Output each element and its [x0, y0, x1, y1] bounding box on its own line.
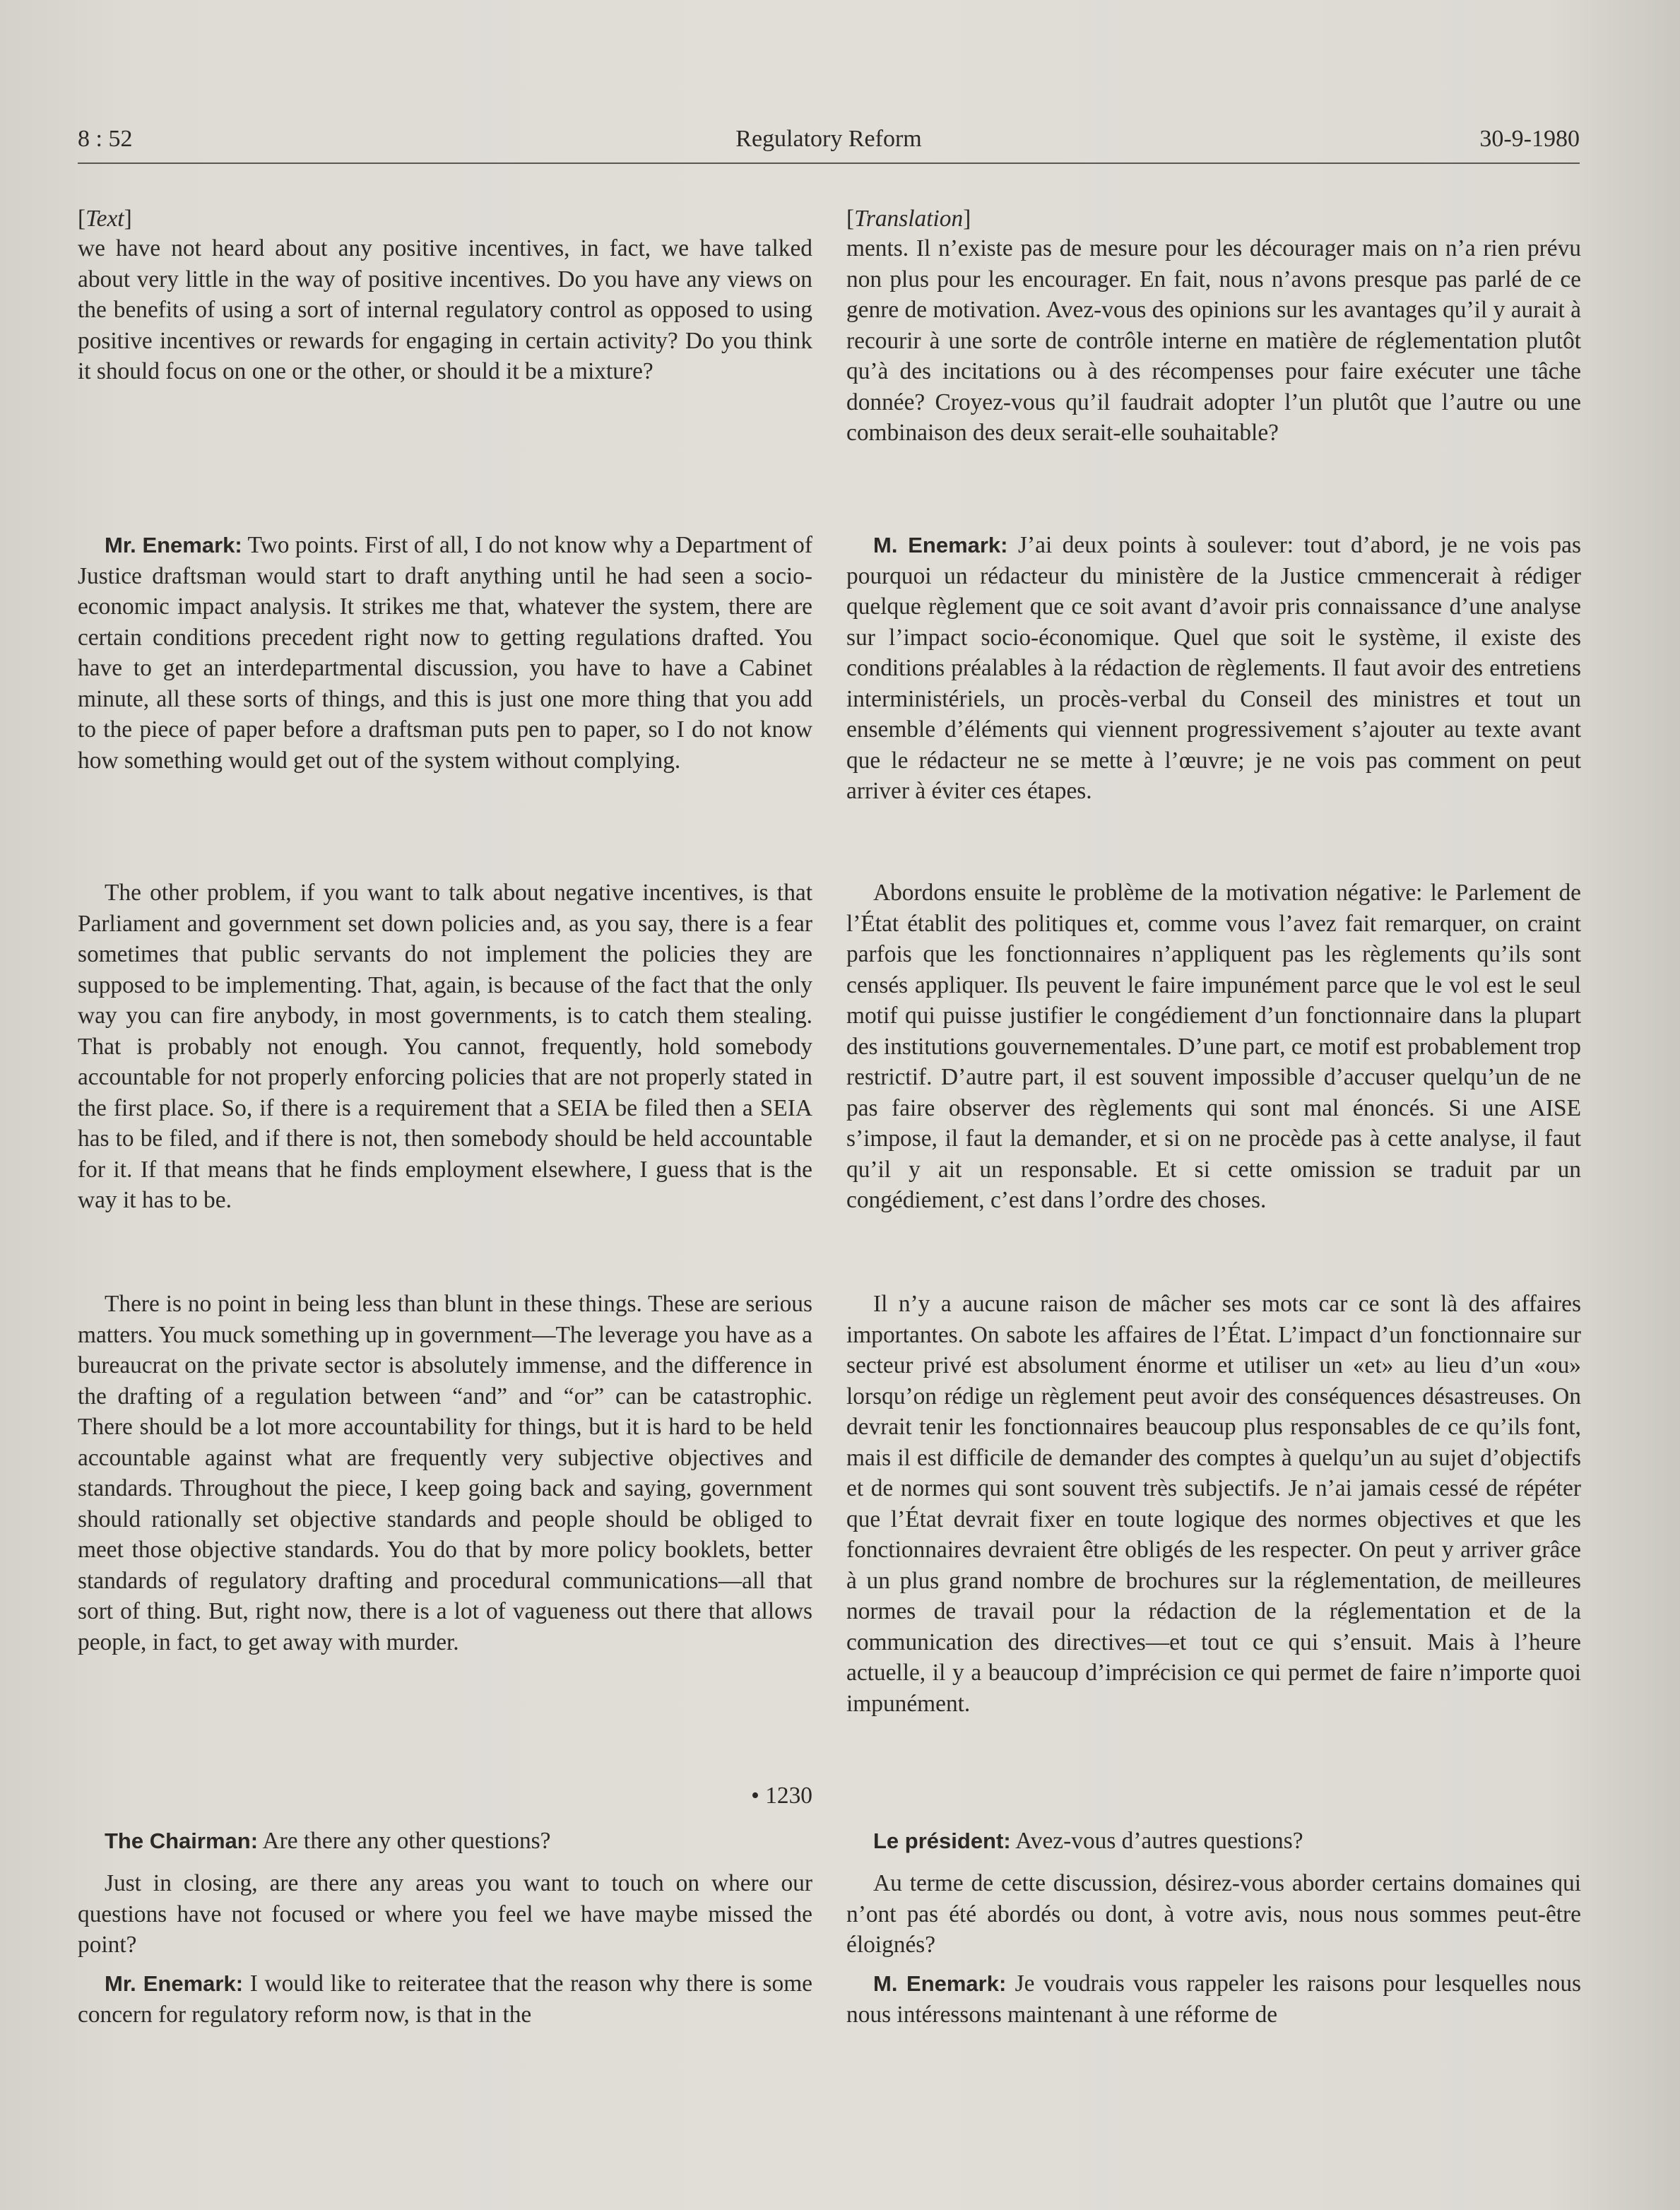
speaker-name: Mr. Enemark: — [105, 533, 242, 557]
speaker-name: Mr. Enemark: — [105, 1971, 244, 1996]
speaker-name: The Chairman: — [105, 1828, 259, 1853]
time-marker: • 1230 — [751, 1783, 812, 1809]
paragraph — [78, 530, 812, 776]
paragraph: Au terme de cette discussion, désirez-vous aborder certains domaines qui n’ont pas été abordés ou dont, à votre avis, nous nous sommes peut-être éloignés? — [846, 1870, 1581, 1958]
column-label-translation-value: Translation — [854, 206, 964, 232]
speech-text: I would like to reiteratee that the reason why there is some concern for regulatory reform now, is that in the — [78, 1970, 812, 2028]
paragraph — [846, 1968, 1581, 2030]
paragraph — [78, 1968, 812, 2030]
column-label-translation: [Translation] — [846, 206, 971, 232]
document-date: 30-9-1980 — [1479, 126, 1580, 152]
page-number: 8 : 52 — [78, 126, 133, 152]
english-column — [78, 203, 812, 2028]
speech-text: Je voudrais vous rappeler les raisons pour lesquelles nous nous intéressons maintenant à une réforme de — [846, 1970, 1582, 2028]
speech-text: Avez-vous d’autres questions? — [1010, 1828, 1303, 1854]
paragraph — [78, 1826, 812, 1857]
speech-text: Two points. First of all, I do not know why a Department of Justice draftsman would start to draft anything until he had seen a socio-economic impact analysis. It strikes me that, whatever the system, there are certain conditions precedent right now to getting regulations drafted. You have to get an interdepartmental discussion, you have to have a Cabinet minute, all these sorts of things, and this is just one more thing that you add to the piece of paper before a draftsman puts pen to paper, so I do not know how something would get out of the system without complying. — [78, 532, 812, 774]
page-header — [78, 126, 1580, 164]
paragraph: we have not heard about any positive incentives, in fact, we have talked about very little in the way of positive incentives. Do you have any views on the benefits of using a sort of internal regulatory control as opposed to using positive incentives or rewards for engaging in certain activity? Do you think it should focus on one or the other, or should it be a mixture? — [78, 235, 812, 384]
paragraph: Il n’y a aucune raison de mâcher ses mots car ce sont là des affaires importantes. On sabote les affaires de l’État. L’impact d’un fonctionnaire sur secteur privé est absolument énorme et utiliser un «et» au lieu d’un «ou» lorsqu’on rédige un règlement peut avoir des conséquences désastreuses. On devrait tenir les fonctionnaires beaucoup plus responsables de ce qu’ils font, mais il est difficile de demander des comptes à quelqu’un au sujet d’objectifs et de normes qui sont souvent très subjectifs. Je n’ai jamais cessé de répéter que l’État devrait fixer en toute logique des normes objectives et que les fonctionnaires devraient être obligés de les respecter. On peut y arriver grâce à un plus grand nombre de brochures sur la réglementation, de meilleures normes de travail pour la rédaction de la réglementation et de la communication des directives—et tout ce qui s’ensuit. Mais à l’heure actuelle, il y a beaucoup d’imprécision ce qui permet de faire n’importe quoi impunément. — [846, 1291, 1581, 1717]
paragraph: Just in closing, are there any areas you want to touch on where our questions have not focused or where you feel we have maybe missed the point? — [78, 1870, 812, 1958]
document-title: Regulatory Reform — [735, 126, 922, 152]
paragraph — [846, 530, 1581, 807]
paragraph: The other problem, if you want to talk about negative incentives, is that Parliament and government set down policies and, as you say, there is a fear sometimes that public servants do not implement the policies they are supposed to be implementing. That, again, is because of the fact that the only way you can fire anybody, in most governments, is to catch them stealing. That is probably not enough. You cannot, frequently, hold somebody accountable for not properly enforcing policies that are not properly stated in the first place. So, if there is a requirement that a SEIA be filed then a SEIA has to be filed, and if there is not, then somebody should be held accountable for it. If that means that he finds employment elsewhere, I guess that is the way it has to be. — [78, 880, 812, 1213]
paragraph — [846, 1826, 1581, 1857]
speaker-name: Le président: — [873, 1828, 1011, 1853]
speech-text: Are there any other questions? — [258, 1828, 551, 1854]
column-label-text-value: Text — [85, 206, 124, 232]
speaker-name: M. Enemark: — [873, 533, 1008, 557]
speaker-name: M. Enemark: — [873, 1971, 1007, 1996]
column-label-text: [Text] — [78, 206, 132, 232]
paragraph: ments. Il n’existe pas de mesure pour les décourager mais on n’a rien prévu non plus pour les encourager. En fait, nous n’avons presque pas parlé de ce genre de motivation. Avez-vous des opinions sur les avantages qu’il y aurait à recourir à une sorte de contrôle interne en matière de réglementation plutôt qu’à des incitations ou à des récompenses pour faire exécuter une tâche donnée? Croyez-vous qu’il faudrait adopter l’un plutôt que l’autre ou une combinaison des deux serait-elle souhaitable? — [846, 235, 1581, 446]
french-column — [846, 203, 1582, 2028]
speech-text: J’ai deux points à soulever: tout d’abord, je ne vois pas pourquoi un rédacteur du ministère de la Justice cmmencerait à rédiger quelque règlement que ce soit avant d’avoir pris connaissance d’une analyse sur l’impact socio-économique. Quel que soit le système, il existe des conditions préalables à la rédaction de règlements. Il faut avoir des entretiens interministériels, un procès-verbal du Conseil des ministres et tout un ensemble d’éléments qui viennent progressivement s’ajouter au texte avant que le rédacteur ne se mette à l’œuvre; je ne vois pas comment on peut arriver à éviter ces étapes. — [846, 532, 1581, 804]
paragraph: There is no point in being less than blunt in these things. These are serious matters. You muck something up in government—The leverage you have as a bureaucrat on the private sector is absolutely immense, and the difference in the drafting of a regulation between “and” and “or” can be catastrophic. There should be a lot more accountability for things, but it is hard to be held accountable against what are frequently very subjective objectives and standards. Throughout the piece, I keep going back and saying, government should rationally set objective standards and people should be obliged to meet those objective standards. You do that by more policy booklets, better standards of regulatory drafting and procedural communications—all that sort of thing. But, right now, there is a lot of vagueness out there that allows people, in fact, to get away with murder. — [78, 1291, 812, 1655]
paragraph: Abordons ensuite le problème de la motivation négative: le Parlement de l’État établit des politiques et, comme vous l’avez fait remarquer, on craint parfois que les fonctionnaires n’appliquent pas les règlements qu’ils sont censés appliquer. Ils peuvent le faire impunément parce que le vol est le seul motif qui puisse justifier le congédiement d’un fonctionnaire dans la plupart des institutions gouvernementales. D’une part, ce motif est probablement trop restrictif. D’autre part, il est souvent impossible d’accuser quelqu’un de ne pas faire observer des règlements qui sont mal énoncés. Si une AISE s’impose, il faut la demander, et si on ne procède pas à cette analyse, il faut qu’il y ait un responsable. Et si cette omission se traduit par un congédiement, c’est dans l’ordre des choses. — [846, 880, 1581, 1213]
